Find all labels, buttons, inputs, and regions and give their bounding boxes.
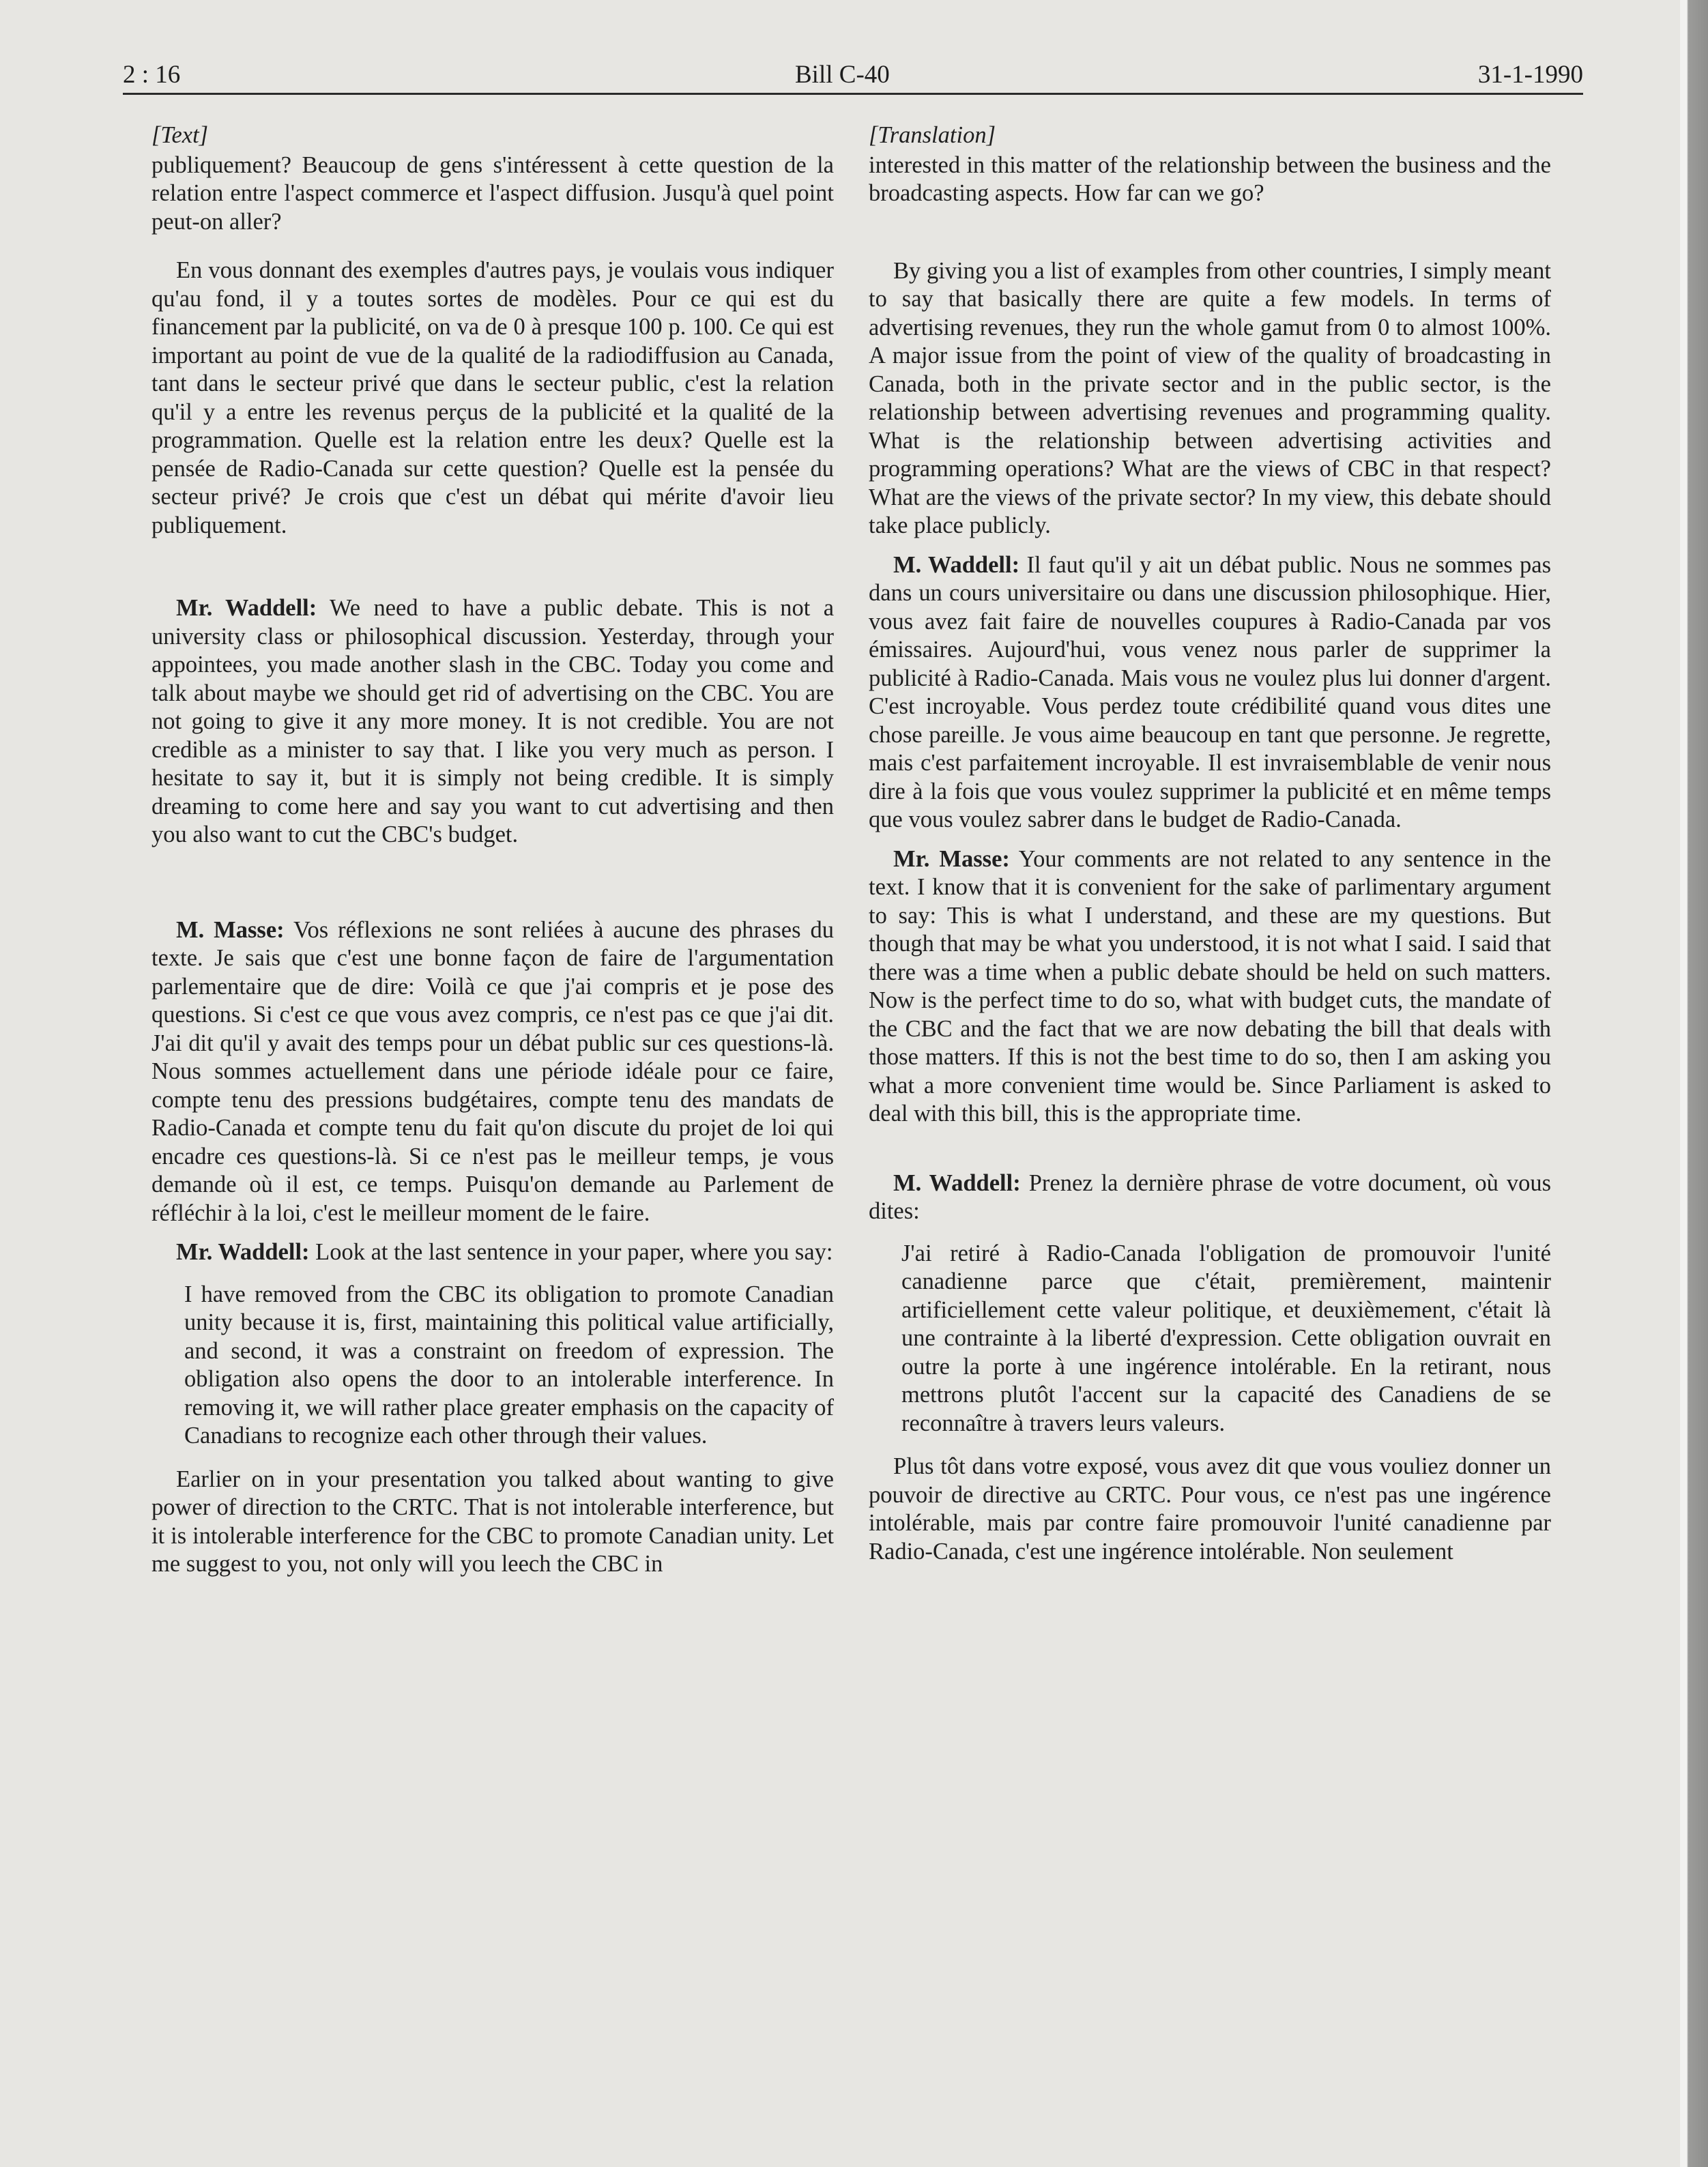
bill-title: Bill C-40 bbox=[795, 61, 890, 89]
speech-text: Prenez la dernière phrase de votre document, où vous dites: bbox=[869, 1169, 1552, 1224]
speech-text: Il faut qu'il y ait un débat public. Nous ne sommes pas dans un cours universitaire ou dans une discussion philosophique. Hier, vous avez fait faire de nouvelles coupures à Radio-Canada par vos émissaires. Aujourd'hui, vous venez nous parler de supprimer la publicité à Radio-Canada. Mais vous ne voulez plus lui donner d'argent. C'est incroyable. Vous perdez toute crédibilité quand vous dites une chose pareille. Je vous aime beaucoup en tant que personne. Je regrette, mais c'est parfaitement incroyable. Il est invraisemblable de venir nous dire à la fois que vous voulez supprimer la publicité et en même temps que vous voulez sabrer dans le budget de Radio-Canada. bbox=[869, 551, 1551, 832]
paragraph: Earlier on in your presentation you talked about wanting to give power of direction to the CRTC. That is not intolerable interference, but it is intolerable interference for the CBC to promote Canadian unity. Let me suggest to you, not only will you leech the CBC in bbox=[151, 1466, 834, 1577]
block-quote: I have removed from the CBC its obligation to promote Canadian unity because it is, first, maintaining this political value artificially, and second, it was a constraint on freedom of expression. The obligation also opens the door to an intolerable interference. In removing it, we will rather place greater emphasis on the capacity of Canadians to recognize each other through their values. bbox=[184, 1281, 834, 1449]
page-edge bbox=[1680, 0, 1708, 2167]
page-number: 2 : 16 bbox=[123, 61, 181, 89]
speech-paragraph bbox=[151, 916, 834, 1228]
speaker-name: M. Waddell: bbox=[893, 551, 1020, 578]
header-date: 31-1-1990 bbox=[1477, 61, 1583, 89]
speaker-name: Mr. Waddell: bbox=[176, 595, 317, 621]
speaker-name: M. Masse: bbox=[176, 916, 285, 943]
speech-paragraph bbox=[869, 845, 1551, 1129]
paragraph: En vous donnant des exemples d'autres pays, je voulais vous indiquer qu'au fond, il y a toutes sortes de modèles. Pour ce qui est du financement par la publicité, on va de 0 à presque 100 p. 100. Ce qui est important au point de vue de la qualité de la radiodiffusion au Canada, tant dans le secteur privé que dans le secteur public, c'est la relation qu'il y a entre les revenus perçus de la publicité et la qualité de la programmation. Quelle est la relation entre les deux? Quelle est la pensée de Radio-Canada sur cette question? Quelle est la pensée du secteur privé? Je crois que c'est un débat qui mérite d'avoir lieu publiquement. bbox=[151, 257, 834, 538]
speech-text: Look at the last sentence in your paper, where you say: bbox=[315, 1239, 833, 1265]
speech-paragraph bbox=[869, 1169, 1551, 1226]
paragraph: interested in this matter of the relationship between the business and the broadcasting aspects. How far can we go? bbox=[869, 151, 1551, 206]
speech-paragraph bbox=[869, 551, 1551, 834]
header-rule bbox=[123, 93, 1583, 95]
paragraph: By giving you a list of examples from other countries, I simply meant to say that basically there are quite a few models. In terms of advertising revenues, they run the whole gamut from 0 to almost 100%. A major issue from the point of view of the quality of broadcasting in Canada, both in the private sector and in the public sector, is the relationship between advertising revenues and programming quality. What is the relationship between advertising activities and programming operations? What are the views of CBC in that respect? What are the views of the private sector? In my view, this debate should take place publicly. bbox=[869, 257, 1551, 538]
left-column-french bbox=[151, 121, 834, 1579]
block-quote: J'ai retiré à Radio-Canada l'obligation de promouvoir l'unité canadienne parce que c'était, premièrement, maintenir artificiellement cette valeur politique, et deuxièmement, c'était là une contrainte à la liberté d'expression. Cette obligation ouvrait en outre la porte à une ingérence intolérable. En la retirant, nous mettrons plutôt l'accent sur la capacité des Canadiens de se reconnaître à travers leurs valeurs. bbox=[901, 1240, 1551, 1436]
column-label-text: [Text] bbox=[151, 122, 209, 148]
speaker-name: Mr. Masse: bbox=[893, 845, 1010, 872]
paragraph: publiquement? Beaucoup de gens s'intéressent à cette question de la relation entre l'aspect commerce et l'aspect diffusion. Jusqu'à quel point peut-on aller? bbox=[151, 151, 834, 235]
speech-paragraph bbox=[151, 594, 834, 849]
paragraph: Plus tôt dans votre exposé, vous avez dit que vous vouliez donner un pouvoir de directive au CRTC. Pour vous, ce n'est pas une ingérence intolérable, mais par contre faire promouvoir l'unité canadienne par Radio-Canada, c'est une ingérence intolérable. Non seulement bbox=[869, 1453, 1551, 1565]
speech-text: Your comments are not related to any sentence in the text. I know that it is convenient for the sake of parlimentary argument to say: This is what I understand, and these are my questions. But though that may be what you understood, it is not what I said. I said that there was a time when a public debate should be held on such matters. Now is the perfect time to do so, what with budget cuts, the mandate of the CBC and the fact that we are now debating the bill that deals with those matters. If this is not the best time to do so, then I am asking you what a more convenient time would be. Since Parliament is asked to deal with this bill, this is the appropriate time. bbox=[869, 845, 1551, 1126]
speaker-name: Mr. Waddell: bbox=[176, 1239, 310, 1265]
right-column-english bbox=[869, 121, 1551, 1566]
speech-paragraph bbox=[151, 1238, 834, 1267]
speech-text: We need to have a public debate. This is not a university class or philosophical discussion. Yesterday, through your appointees, you made another slash in the CBC. Today you come and talk about maybe we should get rid of advertising on the CBC. You are not going to give it any more money. It is not credible. You are not credible as a minister to say that. I like you very much as person. I hesitate to say it, but it is simply not being credible. It is simply dreaming to come here and say you want to cut advertising and then you also want to cut the CBC's budget. bbox=[151, 595, 835, 847]
speech-text: Vos réflexions ne sont reliées à aucune des phrases du texte. Je sais que c'est une bonne façon de faire de l'argumentation parlementaire que de dire: Voilà ce que j'ai compris et je pose des questions. Si c'est ce que vous avez compris, ce n'est pas ce que j'ai dit. J'ai dit qu'il y avait des temps pour un débat public sur ces questions-là. Nous sommes actuellement dans une période idéale pour ce faire, compte tenu des pressions budgétaires, compte tenu des mandats de Radio-Canada et compte tenu du fait qu'on discute du projet de loi qui encadre ces questions-là. Si ce n'est pas le meilleur temps, je vous demande où il est, ce temps. Puisqu'on demande au Parlement de réfléchir à la loi, c'est le meilleur moment de le faire. bbox=[151, 916, 834, 1226]
column-label-translation: [Translation] bbox=[869, 122, 996, 148]
page-header bbox=[123, 60, 1583, 94]
speaker-name: M. Waddell: bbox=[893, 1169, 1021, 1196]
